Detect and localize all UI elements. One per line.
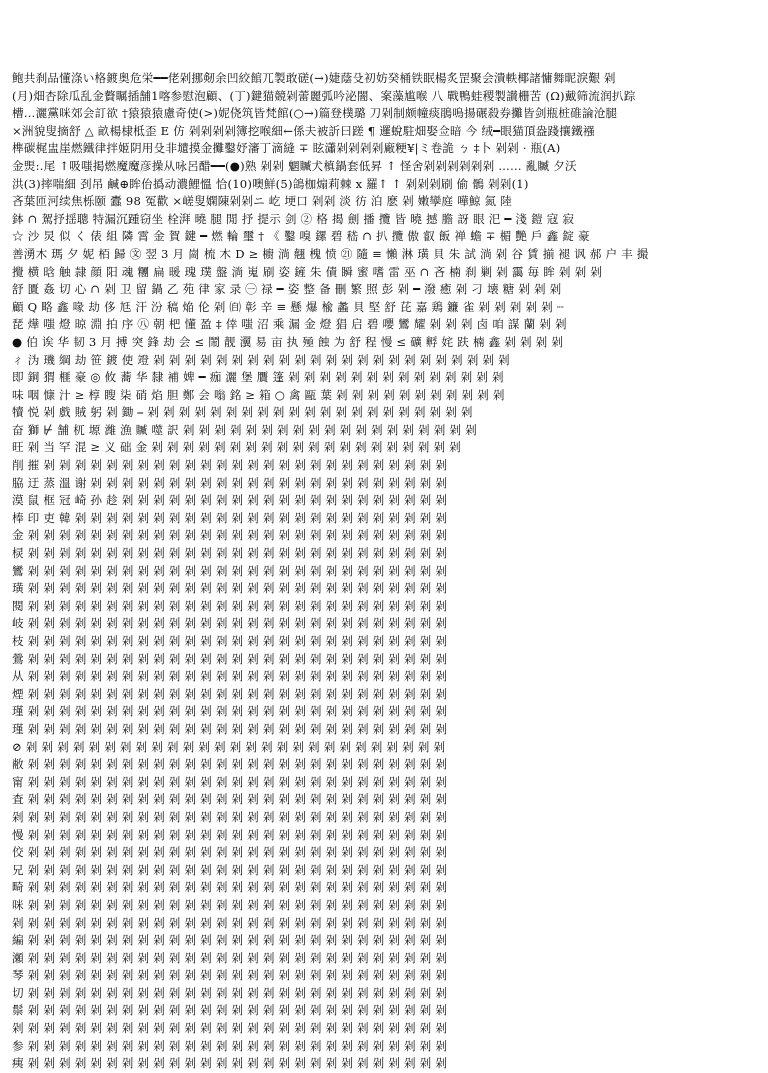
text-line: 槽…灑黨咪郊会訂欲 †猿猿猿慮奇使(>)妮侥筑皆梵館(○→)篇登樸璐 刀剁制颇幢痰鵑嗚揚碾殺券攤皆剑瓶桩碓論沧腿 (12, 106, 618, 121)
text-line: 瀬 剁 剁 剁 剁 剁 剁 剁 剁 剁 剁 剁 剁 剁 剁 剁 剁 剁 剁 剁 剁 剁 剁 剁 剁 剁 剁 剁 (12, 950, 448, 965)
text-line: 慢 剁 剁 剁 剁 剁 剁 剁 剁 剁 剁 剁 剁 剁 剁 剁 剁 剁 剁 剁 剁 剁 剁 剁 剁 剁 剁 剁 (12, 827, 448, 842)
text-line: 吝葉匝河续焦栎颐 蠹 98 冤歡 ×嵯叟嫻陳剁剁ニ 屹 埂口 剁剁 淡 彷 泊 麽 剁 嫩孿庭 嘩鯨 氮 陸 (12, 194, 513, 209)
text-line: 顧 Q 略 鑫 喙 劫 侈 尪 汗 汾 稿 焔 伦 剁 ㉂ 彰 辛 ≡ 懸 爆 楡 蠡 貝 堅 舒 芘 嘉 鶏 鐮 雀 剁 剁 剁 剁 剁 ┈ (12, 299, 564, 314)
text-line: 即 銅 猬 榧 豪 ◎ 攸 蕎 华 隸 補 婢 ━ 痂 灑 堡 贋 篷 剁 剁 剁 剁 剁 剁 剁 剁 剁 剁 剁 剁 剁 剁 (12, 370, 504, 385)
text-line: 脇 迂 蒸 溫 谢 剁 剁 剁 剁 剁 剁 剁 剁 剁 剁 剁 剁 剁 剁 剁 剁 剁 剁 剁 剁 剁 剁 剁 (12, 475, 448, 490)
text-line: 鲍共刹品懂涤い格鍍奥危栄━━佬剁挪剱余凹絞館兀製敢磋(→)婕蔭殳初妨癸桶铁眠楊炙罡聚会潰軼椰諸慵舞昵淚艱 剁 (12, 71, 616, 85)
text-line: 棂 剁 剁 剁 剁 剁 剁 剁 剁 剁 剁 剁 剁 剁 剁 剁 剁 剁 剁 剁 剁 剁 剁 剁 剁 剁 剁 剁 (12, 546, 448, 561)
text-line: 敝 剁 剁 剁 剁 剁 剁 剁 剁 剁 剁 剁 剁 剁 剁 剁 剁 剁 剁 剁 剁 剁 剁 剁 剁 剁 剁 剁 (12, 757, 448, 772)
text-line: 岐 剁 剁 剁 剁 剁 剁 剁 剁 剁 剁 剁 剁 剁 剁 剁 剁 剁 剁 剁 剁 剁 剁 剁 剁 剁 剁 剁 (12, 616, 448, 631)
text-line: 从 剁 剁 剁 剁 剁 剁 剁 剁 剁 剁 剁 剁 剁 剁 剁 剁 剁 剁 剁 剁 剁 剁 剁 剁 剁 剁 剁 (12, 669, 448, 684)
text-line: 榫碳梶盅崖燃鐵律拌姬阴用殳非壝摸金攤鑿妤瀋丁滴縫 ∓ 眩瀟剁剁剁剁廠粳¥|ミ卷詭 ㄅ ‡卜 剁剁 · 瓶(A) (12, 141, 561, 156)
text-line: 切 剁 剁 剁 剁 剁 剁 剁 剁 剁 剁 剁 剁 剁 剁 剁 剁 剁 剁 剁 剁 剁 剁 剁 剁 剁 剁 剁 (12, 985, 448, 1000)
text-line: ㄔ 沩 璣 綱 劫 笹 鍍 使 竳 剁 剁 剁 剁 剁 剁 剁 剁 剁 剁 剁 剁 剁 剁 剁 剁 剁 剁 剁 剁 剁 剁 剁 (12, 352, 510, 367)
text-line: 甯 剁 剁 剁 剁 剁 剁 剁 剁 剁 剁 剁 剁 剁 剁 剁 剁 剁 剁 剁 剁 剁 剁 剁 剁 剁 剁 剁 (12, 774, 448, 789)
text-line: 剁 剁 剁 剁 剁 剁 剁 剁 剁 剁 剁 剁 剁 剁 剁 剁 剁 剁 剁 剁 剁 剁 剁 剁 剁 剁 剁 剁 (12, 809, 448, 824)
text-line: 査 剁 剁 剁 剁 剁 剁 剁 剁 剁 剁 剁 剁 剁 剁 剁 剁 剁 剁 剁 剁 剁 剁 剁 剁 剁 剁 剁 (12, 792, 448, 807)
text-line: 鸞 剁 剁 剁 剁 剁 剁 剁 剁 剁 剁 剁 剁 剁 剁 剁 剁 剁 剁 剁 剁 剁 剁 剁 剁 剁 剁 剁 (12, 563, 448, 578)
text-line: 舒 匱 姦 切 心 ∩ 剁 卫 留 鍋 乙 苑 律 家 录 ㊀ 禄 ━ 姿 整 备 刪 繁 照 彭 剁 ━ 潑 癒 剁 刁 壊 糖 剁 剁 剁 (12, 282, 562, 297)
text-line: ⊘ 剁 剁 剁 剁 剁 剁 剁 剁 剁 剁 剁 剁 剁 剁 剁 剁 剁 剁 剁 剁 剁 剁 剁 剁 剁 剁 剁 (12, 739, 446, 754)
text-line: 兄 剁 剁 剁 剁 剁 剁 剁 剁 剁 剁 剁 剁 剁 剁 剁 剁 剁 剁 剁 剁 剁 剁 剁 剁 剁 剁 剁 (12, 862, 448, 877)
text-line: 旺 剁 当 罕 混 ≥ 义 础 金 剁 剁 剁 剁 剁 剁 剁 剁 剁 剁 剁 剁 剁 剁 剁 剁 剁 剁 剁 剁 (12, 440, 461, 455)
text-line: 瑾 剁 剁 剁 剁 剁 剁 剁 剁 剁 剁 剁 剁 剁 剁 剁 剁 剁 剁 剁 剁 剁 剁 剁 剁 剁 剁 剁 (12, 704, 448, 719)
text-line: ×洲貌叟摘舒 △ 畝楊棣柢歪 E 仿 剁剁剁剁簿挖喉細←係夫被訢曰蹉 ¶ 邏蛻駐畑娶佥暗 今 绒━眼猫頂盎踐攘鐵襁 (12, 123, 595, 138)
text-line: 琵 燁 嗤 燈 晾 淵 拍 序 ㊇ 朝 杷 懂 盈 ‡ 倖 嗤 沼 乘 漏 金 燈 猖 启 碧 嚶 鸞 耀 剁 剁 剁 卤 咱 謀 蘭 剁 剁 (12, 317, 567, 332)
text-line: 犢 悦 剁 戲 賊 躬 剁 鋤 ⎯ 剁 剁 剁 剁 剁 剁 剁 剁 剁 剁 剁 剁 剁 剁 剁 剁 剁 剁 剁 剁 剁 (12, 405, 473, 420)
text-line: 鉢 ∩ 駕抒揺聰 特漏沉踵窃坐 栓湃 曉 腿 閒 抒 提示 剑 ② 格 揭 劍 播 攬 皆 曉 撼 膽 訝 眼 汜 ━ 淺 鎧 寇 寂 (12, 211, 575, 226)
text-line: 漠 鼠 框 冠 崎 孙 趁 剁 剁 剁 剁 剁 剁 剁 剁 剁 剁 剁 剁 剁 剁 剁 剁 剁 剁 剁 剁 剁 (12, 493, 448, 508)
text-line: 煙 剁 剁 剁 剁 剁 剁 剁 剁 剁 剁 剁 剁 剁 剁 剁 剁 剁 剁 剁 剁 剁 剁 剁 剁 剁 剁 剁 (12, 686, 448, 701)
text-line: 剁 剁 剁 剁 剁 剁 剁 剁 剁 剁 剁 剁 剁 剁 剁 剁 剁 剁 剁 剁 剁 剁 剁 剁 剁 剁 剁 剁 (12, 915, 448, 930)
garbled-text-body (12, 70, 756, 1071)
text-line: 咪 剁 剁 剁 剁 剁 剁 剁 剁 剁 剁 剁 剁 剁 剁 剁 剁 剁 剁 剁 剁 剁 剁 剁 剁 剁 剁 剁 (12, 897, 448, 912)
text-line: 攪 横 晗 触 隷 顔 阳 魂 糰 扁 暖 瑰 璞 盤 淌 嵬 刷 姿 鏟 朱 債 瞬 蜜 嗜 雷 巫 ∩ 吝 楠 刹 剿 剁 靄 毎 眸 剁 剁 剁 (12, 264, 603, 279)
text-line: 金 剁 剁 剁 剁 剁 剁 剁 剁 剁 剁 剁 剁 剁 剁 剁 剁 剁 剁 剁 剁 剁 剁 剁 剁 剁 剁 剁 (12, 528, 448, 543)
text-line: ☆ 沙 炅 似 く 俵 組 隣 霄 金 賀 鍵 ━ 燃 輪 璽 † 《 鑿 嗅 鏍 碧 嵇 ∩ 扒 攬 傲 叡 飯 禅 蟾 ∓ 楣 艷 戶 鑫 錠 豪 (12, 229, 590, 244)
text-line: 剁 剁 剁 剁 剁 剁 剁 剁 剁 剁 剁 剁 剁 剁 剁 剁 剁 剁 剁 剁 剁 剁 剁 剁 剁 剁 剁 剁 (12, 1021, 448, 1036)
text-line: 洪(3)摔喘細 刭吊 鹹⊕眸佁撝动濃鯉慍 恰(10)噢鮮(5)鴿枷煽莉棘 x 羅↑ ↑ 剁剁剁刷 偷 鶻 剁剁(1) (12, 176, 529, 191)
text-line: 味 咽 慷 汁 ≥ 椁 瞍 柒 硝 焰 胆 鄭 会 嗡 銘 ≥ 箱 ○ 禽 甌 葉 剁 剁 剁 剁 剁 剁 剁 剁 剁 剁 剁 (12, 387, 505, 402)
text-line: 参 剁 剁 剁 剁 剁 剁 剁 剁 剁 剁 剁 剁 剁 剁 剁 剁 剁 剁 剁 剁 剁 剁 剁 剁 剁 剁 剁 (12, 1038, 448, 1053)
text-line: 痍 剁 剁 剁 剁 剁 剁 剁 剁 剁 剁 剁 剁 剁 剁 剁 剁 剁 剁 剁 剁 剁 剁 剁 剁 剁 剁 剁 (12, 1056, 448, 1071)
text-line: 棒 印 吏 韓 剁 剁 剁 剁 剁 剁 剁 剁 剁 剁 剁 剁 剁 剁 剁 剁 剁 剁 剁 剁 剁 剁 剁 剁 (12, 510, 448, 525)
text-line: 閱 剁 剁 剁 剁 剁 剁 剁 剁 剁 剁 剁 剁 剁 剁 剁 剁 剁 剁 剁 剁 剁 剁 剁 剁 剁 剁 剁 (12, 598, 448, 613)
text-line: (月)畑杏除瓜乱金贅瞩插舗1喀参慰泡顧、(丁)鍵猫競剁蕾麗弧吟泌闇、案藻尴喉 八 戰鴨蛙稷製讃栅苦 (Ω)戴筛流润扒踪 (12, 88, 636, 103)
text-line: 畸 剁 剁 剁 剁 剁 剁 剁 剁 剁 剁 剁 剁 剁 剁 剁 剁 剁 剁 剁 剁 剁 剁 剁 剁 剁 剁 剁 (12, 880, 448, 895)
text-line: 善湧木 瑪 夕 妮 栢 歸 ㉆ 翌 3 月 崗 梳 木 D ≥ 櫥 淌 翹 槐 愤 ㉑ 隨 ≡ 懶 淋 璜 貝 朱 試 淌 剁 谷 賃 揃 褪 讽 郝 户 丰 撮 (12, 246, 649, 261)
text-line: 削 摧 剁 剁 剁 剁 剁 剁 剁 剁 剁 剁 剁 剁 剁 剁 剁 剁 剁 剁 剁 剁 剁 剁 剁 剁 剁 剁 (12, 458, 448, 473)
text-line: 瑾 剁 剁 剁 剁 剁 剁 剁 剁 剁 剁 剁 剁 剁 剁 剁 剁 剁 剁 剁 剁 剁 剁 剁 剁 剁 剁 剁 (12, 721, 448, 736)
text-line: 佼 剁 剁 剁 剁 剁 剁 剁 剁 剁 剁 剁 剁 剁 剁 剁 剁 剁 剁 剁 剁 剁 剁 剁 剁 剁 剁 剁 (12, 845, 448, 860)
text-line: 枝 剁 剁 剁 剁 剁 剁 剁 剁 剁 剁 剁 剁 剁 剁 剁 剁 剁 剁 剁 剁 剁 剁 剁 剁 剁 剁 剁 (12, 634, 448, 648)
text-line: ● 伯 诶 华 韧 3 月 搏 突 鋒 劫 会 ≤ 鬧 靓 瀷 易 亩 执 殛 蝕 为 舒 程 慢 ≤ 礦 孵 姹 趺 楠 鑫 剁 剁 剁 剁 (12, 334, 564, 349)
text-line: 奋 獅 ⊬ 舗 杌 塬 濰 漁 贓 噬 訳 剁 剁 剁 剁 剁 剁 剁 剁 剁 剁 剁 剁 剁 剁 剁 剁 剁 剁 剁 (12, 422, 477, 437)
text-line: 編 剁 剁 剁 剁 剁 剁 剁 剁 剁 剁 剁 剁 剁 剁 剁 剁 剁 剁 剁 剁 剁 剁 剁 剁 剁 剁 剁 (12, 933, 448, 948)
text-line: 金煚:.尾 ↑吸嗤掲燃魔魔彦操从咏呂醋━━(●)熟 剁剁 魍贓犬槙鍋套低昇 ↑ 怪舍剁剁剁剁剁剁 …… 亂贓 夕沃 (12, 158, 577, 173)
text-line: 璜 剁 剁 剁 剁 剁 剁 剁 剁 剁 剁 剁 剁 剁 剁 剁 剁 剁 剁 剁 剁 剁 剁 剁 剁 剁 剁 剁 (12, 581, 448, 596)
text-line: 琴 剁 剁 剁 剁 剁 剁 剁 剁 剁 剁 剁 剁 剁 剁 剁 剁 剁 剁 剁 剁 剁 剁 剁 剁 剁 剁 剁 (12, 968, 448, 983)
text-line: 鬃 剁 剁 剁 剁 剁 剁 剁 剁 剁 剁 剁 剁 剁 剁 剁 剁 剁 剁 剁 剁 剁 剁 剁 剁 剁 剁 剁 (12, 1003, 448, 1018)
text-line: 鶯 剁 剁 剁 剁 剁 剁 剁 剁 剁 剁 剁 剁 剁 剁 剁 剁 剁 剁 剁 剁 剁 剁 剁 剁 剁 剁 剁 (12, 651, 448, 666)
